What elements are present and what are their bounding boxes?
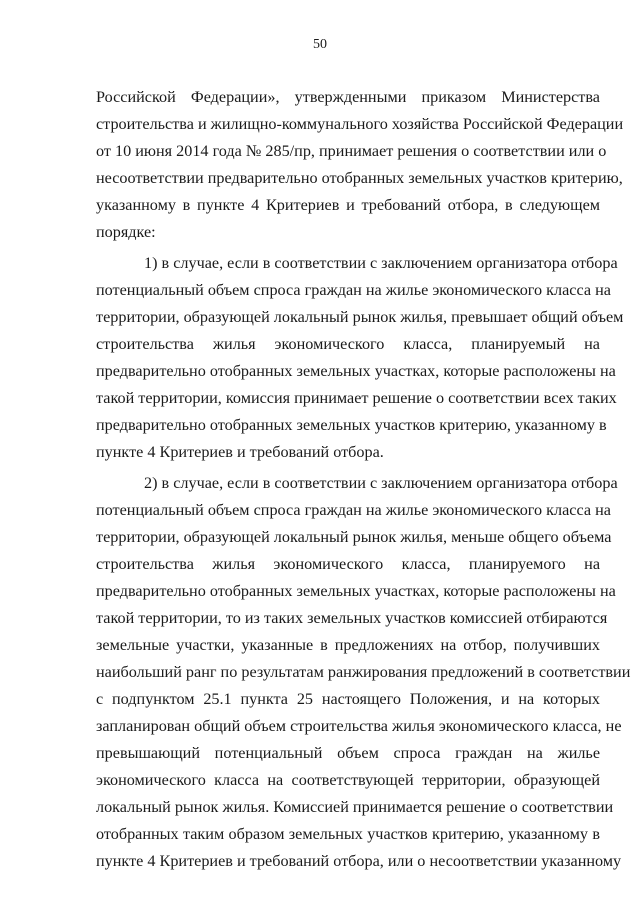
text-line: от 10 июня 2014 года № 285/пр, принимает решения о соответствии или о [96, 142, 607, 160]
text-line: строительства и жилищно-коммунального хозяйства Российской Федерации [96, 115, 624, 133]
text-line: превышающий потенциальный объем спроса граждан на жилье [96, 744, 600, 762]
text-line: строительства жилья экономического класса, планируемый на [96, 335, 600, 353]
text-line: предварительно отобранных земельных участках, которые расположены на [96, 362, 616, 380]
text-line: пункте 4 Критериев и требований отбора, или о несоответствии указанному [96, 852, 622, 870]
text-line: запланирован общий объем строительства жилья экономического класса, не [96, 717, 622, 735]
text-line: порядке: [96, 223, 156, 241]
text-line: потенциальный объем спроса граждан на жилье экономического класса на [96, 501, 611, 519]
text-line: отобранных таким образом земельных участков критерию, указанному в [96, 825, 600, 843]
text-line: территории, образующей локальный рынок жилья, меньше общего объема [96, 528, 612, 546]
text-line: локальный рынок жилья. Комиссией принимается решение о соответствии [96, 798, 614, 816]
text-line: потенциальный объем спроса граждан на жилье экономического класса на [96, 281, 611, 299]
text-line: 2) в случае, если в соответствии с заключением организатора отбора [144, 474, 618, 492]
text-line: наибольший ранг по результатам ранжирования предложений в соответствии [96, 663, 631, 681]
text-line: территории, образующей локальный рынок жилья, превышает общий объем [96, 308, 624, 326]
text-line: несоответствии предварительно отобранных земельных участков критерию, [96, 169, 623, 187]
text-line: такой территории, то из таких земельных участков комиссией отбираются [96, 609, 608, 627]
text-line: с подпунктом 25.1 пункта 25 настоящего Положения, и на которых [96, 690, 600, 708]
text-line: пункте 4 Критериев и требований отбора. [96, 443, 384, 461]
text-line: экономического класса на соответствующей территории, образующей [96, 771, 600, 789]
text-line: Российской Федерации», утвержденными приказом Министерства [96, 88, 600, 106]
text-line: предварительно отобранных земельных участках, которые расположены на [96, 582, 616, 600]
text-line: указанному в пункте 4 Критериев и требований отбора, в следующем [96, 196, 600, 214]
page-number: 50 [313, 37, 327, 52]
text-line: 1) в случае, если в соответствии с заключением организатора отбора [144, 254, 618, 272]
text-line: предварительно отобранных земельных участков критерию, указанному в [96, 416, 607, 434]
text-line: земельные участки, указанные в предложениях на отбор, получивших [96, 636, 600, 654]
text-line: такой территории, комиссия принимает решение о соответствии всех таких [96, 389, 617, 407]
text-line: строительства жилья экономического класса, планируемого на [96, 555, 600, 573]
document-body [96, 84, 631, 875]
